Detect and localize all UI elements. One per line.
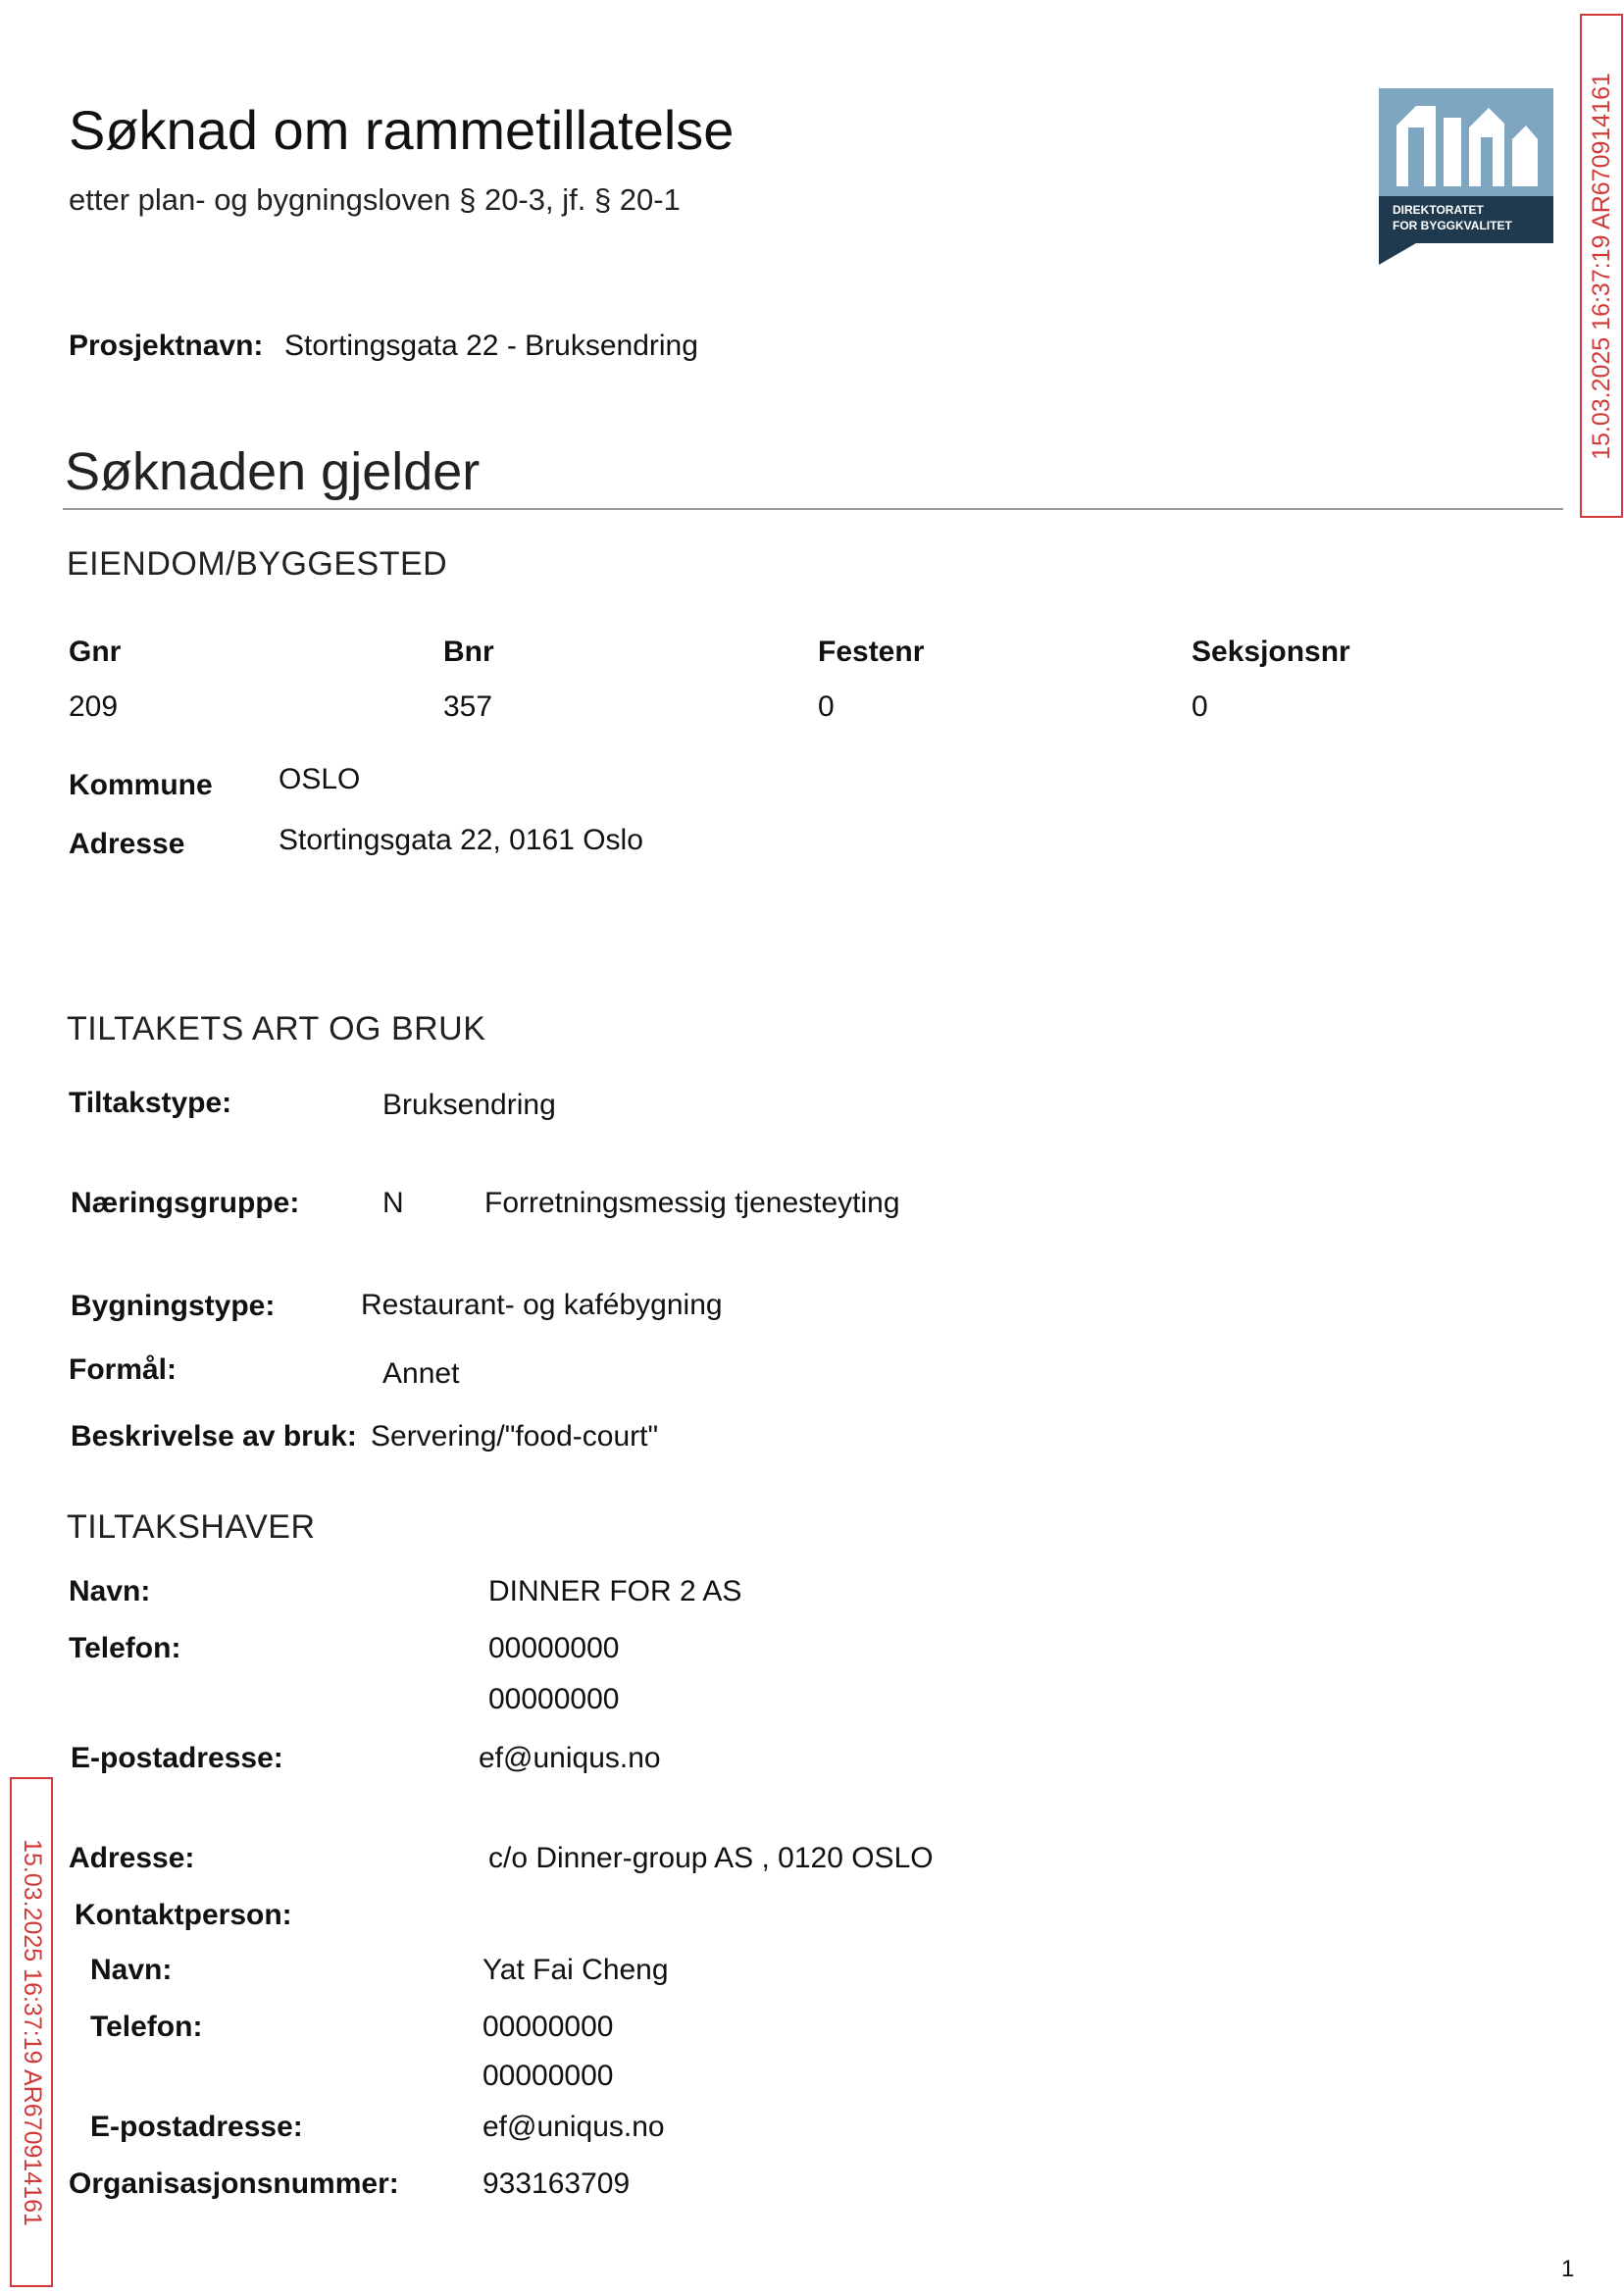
tiltak-heading: TILTAKETS ART OG BRUK: [67, 1010, 486, 1047]
kontakt-epost-label: E-postadresse:: [90, 2111, 303, 2143]
kontakt-telefon-label: Telefon:: [90, 2011, 203, 2043]
kommune-value: OSLO: [279, 763, 361, 795]
gnr-value: 209: [69, 690, 119, 723]
festenr-value: 0: [818, 690, 835, 723]
property-heading: EIENDOM/BYGGESTED: [67, 545, 448, 583]
bnr-label: Bnr: [443, 636, 494, 668]
navn-label: Navn:: [69, 1575, 151, 1607]
beskrivelse-label: Beskrivelse av bruk:: [71, 1420, 357, 1453]
kontakt-telefon-value-1: 00000000: [482, 2011, 614, 2043]
section-title: Søknaden gjelder: [65, 442, 481, 501]
bnr-value: 357: [443, 690, 493, 723]
naeringsgruppe-label: Næringsgruppe:: [71, 1187, 300, 1219]
logo-text: [1379, 196, 1553, 243]
tiltakshaver-heading: TILTAKSHAVER: [67, 1508, 316, 1546]
bygningstype-value: Restaurant- og kafébygning: [361, 1289, 723, 1321]
document-title: Søknad om rammetillatelse: [69, 99, 735, 161]
kontakt-epost-value: ef@uniqus.no: [482, 2111, 665, 2143]
formal-value: Annet: [382, 1357, 460, 1390]
project-label: Prosjektnavn:: [69, 330, 264, 362]
seksjonsnr-value: 0: [1192, 690, 1208, 723]
document-subtitle: etter plan- og bygningsloven § 20-3, jf. § 20-1: [69, 182, 681, 217]
kontakt-navn-label: Navn:: [90, 1954, 173, 1986]
logo-line-2: FOR BYGGKVALITET: [1393, 219, 1512, 232]
kontakt-telefon-value-2: 00000000: [482, 2060, 614, 2092]
stamp-text: 15.03.2025 16:37:19 AR670914161: [1587, 72, 1615, 460]
page-number: 1: [1561, 2256, 1575, 2282]
adresse-label: Adresse: [69, 828, 185, 860]
dibk-logo-icon: [1379, 88, 1553, 277]
timestamp-stamp-bottom: [10, 1777, 53, 2287]
orgnr-label: Organisasjonsnummer:: [69, 2167, 399, 2200]
epost-value: ef@uniqus.no: [479, 1742, 661, 1774]
orgnr-value: 933163709: [482, 2167, 631, 2200]
tiltakshaver-adresse-label: Adresse:: [69, 1842, 195, 1874]
project-value: Stortingsgata 22 - Bruksendring: [284, 330, 698, 362]
logo-line-1: DIREKTORATET: [1393, 203, 1484, 217]
festenr-label: Festenr: [818, 636, 925, 668]
navn-value: DINNER FOR 2 AS: [488, 1575, 742, 1607]
bygningstype-label: Bygningstype:: [71, 1290, 276, 1322]
formal-label: Formål:: [69, 1353, 178, 1386]
naeringsgruppe-code: N: [382, 1187, 404, 1219]
stamp-text: 15.03.2025 16:37:19 AR670914161: [18, 1838, 46, 2226]
logo-graphic: [1379, 88, 1553, 196]
gnr-label: Gnr: [69, 636, 122, 668]
logo-flag: [1379, 243, 1416, 265]
tiltakstype-value: Bruksendring: [382, 1089, 556, 1121]
naeringsgruppe-value: Forretningsmessig tjenesteyting: [484, 1187, 900, 1219]
telefon-value-2: 00000000: [488, 1683, 620, 1715]
tiltakshaver-adresse-value: c/o Dinner-group AS , 0120 OSLO: [488, 1842, 934, 1874]
kommune-label: Kommune: [69, 769, 213, 801]
kontaktperson-label: Kontaktperson:: [75, 1899, 292, 1931]
tiltakstype-label: Tiltakstype:: [69, 1087, 232, 1119]
adresse-value: Stortingsgata 22, 0161 Oslo: [279, 824, 643, 856]
section-divider: [63, 508, 1563, 510]
timestamp-stamp-top: [1580, 14, 1623, 518]
telefon-label: Telefon:: [69, 1632, 181, 1664]
seksjonsnr-label: Seksjonsnr: [1192, 636, 1350, 668]
telefon-value-1: 00000000: [488, 1632, 620, 1664]
beskrivelse-value: Servering/"food-court": [371, 1420, 659, 1453]
epost-label: E-postadresse:: [71, 1742, 283, 1774]
kontakt-navn-value: Yat Fai Cheng: [482, 1954, 669, 1986]
